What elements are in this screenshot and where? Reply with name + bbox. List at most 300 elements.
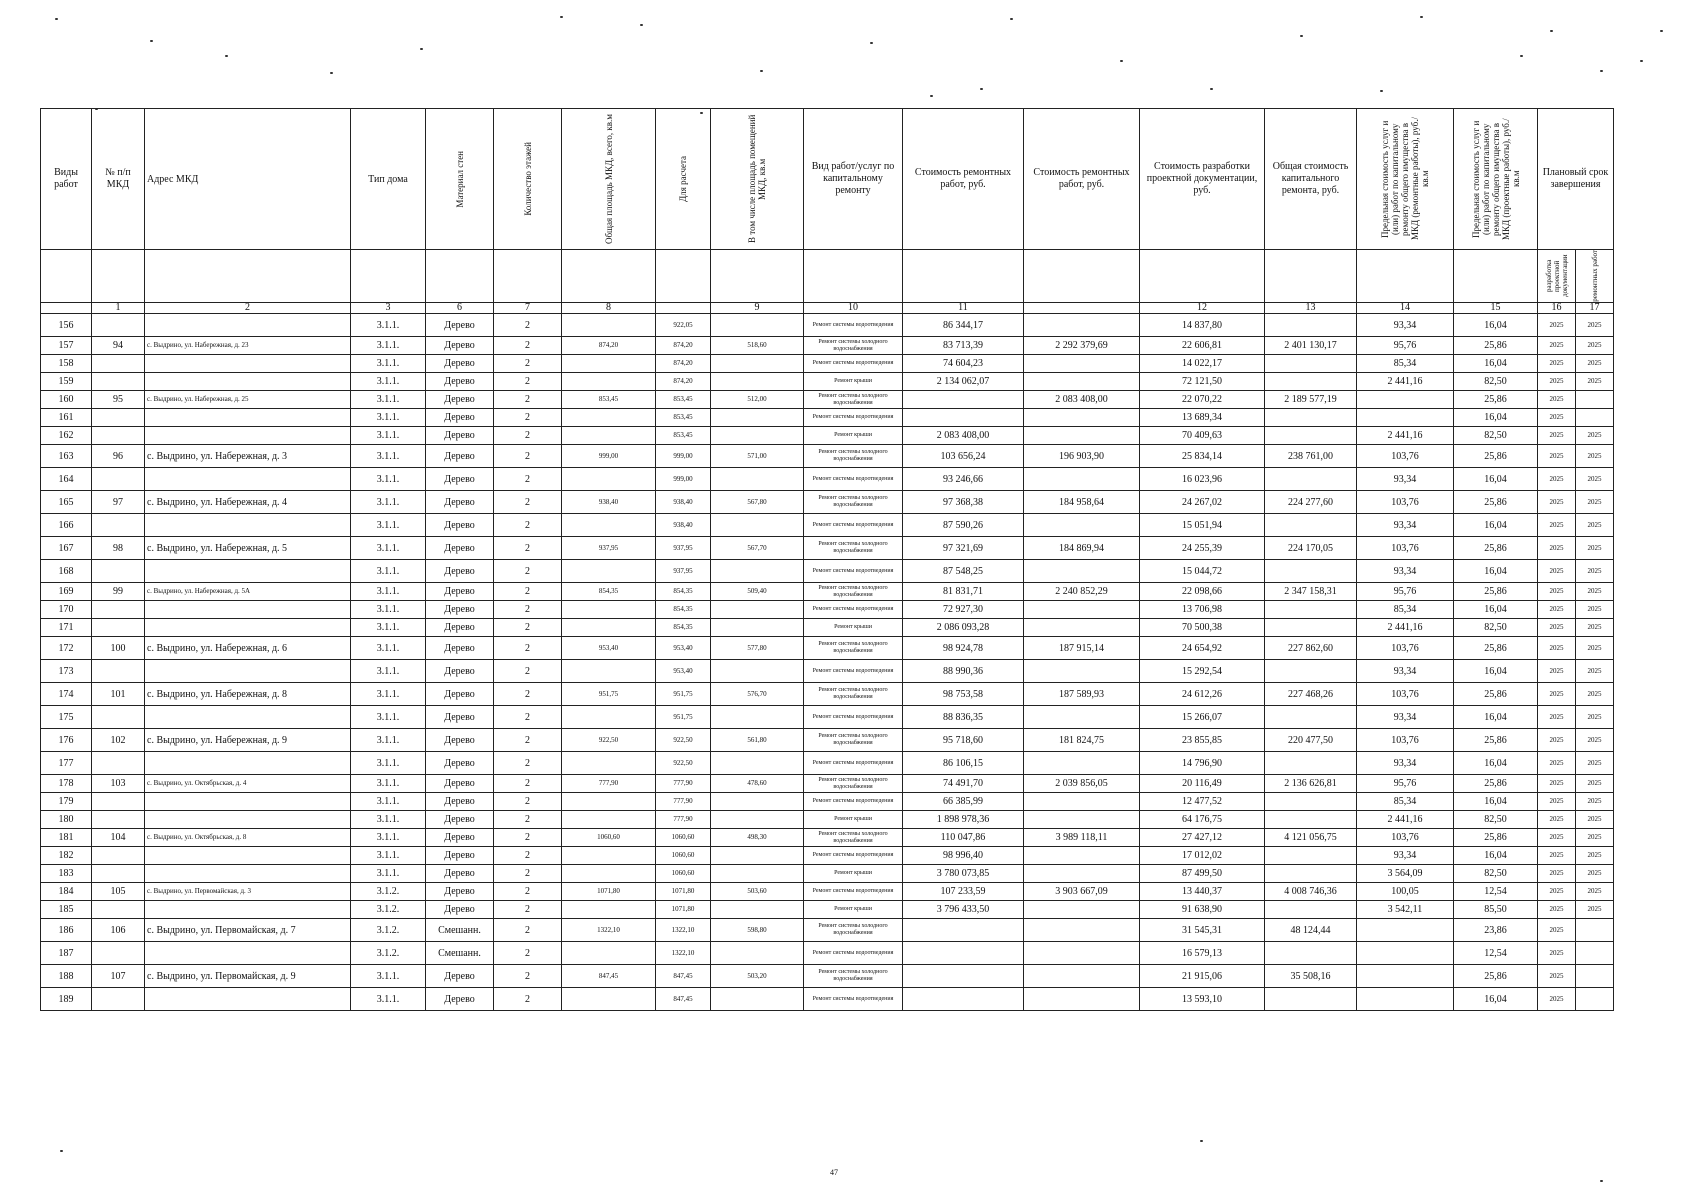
cell-repair-cost-total: 2 039 856,05 (1024, 775, 1140, 793)
cell-design-cost: 27 427,12 (1140, 829, 1265, 847)
cell-plan-repair-year: 2025 (1576, 829, 1614, 847)
cell-calc-area: 847,45 (656, 965, 711, 988)
cell-repair-cost: 81 831,71 (903, 583, 1024, 601)
cell-floors: 2 (494, 637, 562, 660)
column-number: 8 (562, 303, 656, 314)
cell-total-cost (1265, 942, 1357, 965)
table-row (41, 355, 1614, 373)
cell-total-cost (1265, 355, 1357, 373)
cell-limit-repair: 103,76 (1357, 445, 1454, 468)
cell-work-type: Ремонт крыши (804, 373, 903, 391)
column-number: 14 (1357, 303, 1454, 314)
cell-limit-repair: 85,34 (1357, 355, 1454, 373)
cell-repair-cost: 98 924,78 (903, 637, 1024, 660)
cell-limit-design: 25,86 (1454, 445, 1538, 468)
cell-design-cost: 70 500,38 (1140, 619, 1265, 637)
cell-limit-design: 82,50 (1454, 811, 1538, 829)
table-row (41, 752, 1614, 775)
scan-speck (1600, 1180, 1603, 1182)
column-number: 6 (426, 303, 494, 314)
cell-plan-repair-year: 2025 (1576, 514, 1614, 537)
cell-limit-repair: 2 441,16 (1357, 619, 1454, 637)
cell-mkd-number (92, 619, 145, 637)
cell-design-cost: 15 051,94 (1140, 514, 1265, 537)
column-number: 15 (1454, 303, 1538, 314)
cell-living-area (711, 314, 804, 337)
scan-speck (1120, 60, 1123, 62)
cell-address: с. Выдрино, ул. Набережная, д. 5 (145, 537, 351, 560)
cell-address: с. Выдрино, ул. Набережная, д. 23 (145, 337, 351, 355)
cell-limit-repair (1357, 919, 1454, 942)
cell-mkd-number (92, 409, 145, 427)
cell-repair-cost: 83 713,39 (903, 337, 1024, 355)
cell-calc-area: 1322,10 (656, 942, 711, 965)
cell-design-cost: 20 116,49 (1140, 775, 1265, 793)
capital-repair-table (40, 108, 1614, 1011)
cell-row-id: 165 (41, 491, 92, 514)
cell-total-area: 922,50 (562, 729, 656, 752)
cell-limit-repair: 103,76 (1357, 637, 1454, 660)
table-row (41, 637, 1614, 660)
cell-limit-design: 25,86 (1454, 965, 1538, 988)
cell-floors: 2 (494, 683, 562, 706)
cell-plan-repair-year: 2025 (1576, 619, 1614, 637)
cell-mkd-number (92, 942, 145, 965)
cell-calc-area: 999,00 (656, 445, 711, 468)
cell-limit-repair (1357, 409, 1454, 427)
cell-plan-design-year: 2025 (1538, 445, 1576, 468)
column-number (1024, 303, 1140, 314)
cell-limit-repair: 93,34 (1357, 706, 1454, 729)
cell-repair-cost-total: 196 903,90 (1024, 445, 1140, 468)
cell-design-cost: 24 255,39 (1140, 537, 1265, 560)
cell-work-type: Ремонт системы водоотведения (804, 514, 903, 537)
cell-repair-cost-total (1024, 514, 1140, 537)
cell-address (145, 514, 351, 537)
cell-mkd-number (92, 468, 145, 491)
cell-mkd-number (92, 988, 145, 1011)
column-number: 13 (1265, 303, 1357, 314)
cell-wall-material: Дерево (426, 729, 494, 752)
cell-plan-design-year: 2025 (1538, 560, 1576, 583)
cell-design-cost: 13 689,34 (1140, 409, 1265, 427)
cell-plan-repair-year: 2025 (1576, 537, 1614, 560)
cell-repair-cost-total (1024, 865, 1140, 883)
header-plan-design: разработка проектной документации (1538, 250, 1576, 303)
cell-limit-repair: 95,76 (1357, 337, 1454, 355)
cell-house-type: 3.1.1. (351, 601, 426, 619)
cell-design-cost: 13 706,98 (1140, 601, 1265, 619)
cell-limit-design: 16,04 (1454, 514, 1538, 537)
cell-plan-design-year: 2025 (1538, 793, 1576, 811)
cell-work-type: Ремонт системы холодного водоснабжения (804, 919, 903, 942)
cell-work-type: Ремонт крыши (804, 619, 903, 637)
cell-house-type: 3.1.2. (351, 883, 426, 901)
cell-repair-cost: 66 385,99 (903, 793, 1024, 811)
scan-speck (640, 24, 643, 26)
header-total-area: Общая площадь МКД, всего, кв.м (562, 109, 656, 250)
cell-plan-design-year: 2025 (1538, 965, 1576, 988)
cell-wall-material: Дерево (426, 775, 494, 793)
cell-address (145, 409, 351, 427)
cell-total-cost (1265, 988, 1357, 1011)
scan-speck (1660, 30, 1663, 32)
cell-total-area: 853,45 (562, 391, 656, 409)
cell-limit-repair: 3 542,11 (1357, 901, 1454, 919)
cell-address (145, 427, 351, 445)
cell-plan-design-year: 2025 (1538, 637, 1576, 660)
cell-plan-repair-year: 2025 (1576, 601, 1614, 619)
cell-mkd-number (92, 811, 145, 829)
cell-living-area: 567,70 (711, 537, 804, 560)
cell-work-type: Ремонт крыши (804, 865, 903, 883)
cell-design-cost: 16 023,96 (1140, 468, 1265, 491)
cell-row-id: 184 (41, 883, 92, 901)
cell-total-cost (1265, 409, 1357, 427)
cell-mkd-number (92, 901, 145, 919)
cell-total-area (562, 355, 656, 373)
table-row (41, 988, 1614, 1011)
cell-address (145, 373, 351, 391)
cell-plan-design-year: 2025 (1538, 427, 1576, 445)
cell-address (145, 355, 351, 373)
cell-total-cost: 4 121 056,75 (1265, 829, 1357, 847)
scan-speck (1640, 60, 1643, 62)
cell-row-id: 157 (41, 337, 92, 355)
cell-wall-material: Дерево (426, 491, 494, 514)
cell-living-area: 503,20 (711, 965, 804, 988)
cell-house-type: 3.1.1. (351, 637, 426, 660)
cell-living-area (711, 427, 804, 445)
cell-work-type: Ремонт системы водоотведения (804, 793, 903, 811)
cell-total-area (562, 468, 656, 491)
cell-total-area: 951,75 (562, 683, 656, 706)
cell-total-area (562, 847, 656, 865)
cell-mkd-number: 97 (92, 491, 145, 514)
cell-limit-design: 82,50 (1454, 619, 1538, 637)
cell-repair-cost-total (1024, 793, 1140, 811)
cell-mkd-number: 104 (92, 829, 145, 847)
cell-limit-repair (1357, 965, 1454, 988)
cell-total-cost (1265, 793, 1357, 811)
cell-plan-repair-year: 2025 (1576, 373, 1614, 391)
cell-calc-area: 1071,80 (656, 883, 711, 901)
scan-speck (1520, 55, 1523, 57)
cell-repair-cost: 2 134 062,07 (903, 373, 1024, 391)
cell-work-type: Ремонт системы водоотведения (804, 706, 903, 729)
cell-address: с. Выдрино, ул. Набережная, д. 5А (145, 583, 351, 601)
cell-mkd-number: 105 (92, 883, 145, 901)
cell-plan-repair-year: 2025 (1576, 683, 1614, 706)
cell-calc-area: 922,05 (656, 314, 711, 337)
header-house-type: Тип дома (351, 109, 426, 250)
cell-calc-area: 937,95 (656, 560, 711, 583)
cell-house-type: 3.1.1. (351, 793, 426, 811)
cell-calc-area: 953,40 (656, 660, 711, 683)
cell-repair-cost (903, 942, 1024, 965)
scan-speck (60, 1150, 63, 1152)
table-row (41, 775, 1614, 793)
cell-total-area: 938,40 (562, 491, 656, 514)
cell-work-type: Ремонт системы водоотведения (804, 601, 903, 619)
cell-living-area (711, 373, 804, 391)
cell-design-cost: 25 834,14 (1140, 445, 1265, 468)
cell-wall-material: Дерево (426, 637, 494, 660)
cell-floors: 2 (494, 314, 562, 337)
cell-address (145, 619, 351, 637)
scan-speck (1210, 88, 1213, 90)
cell-address (145, 988, 351, 1011)
cell-floors: 2 (494, 752, 562, 775)
cell-plan-design-year: 2025 (1538, 619, 1576, 637)
header-repair-cost: Стоимость ремонтных работ, руб. (903, 109, 1024, 250)
cell-total-area (562, 409, 656, 427)
cell-mkd-number (92, 560, 145, 583)
cell-total-cost: 220 477,50 (1265, 729, 1357, 752)
cell-house-type: 3.1.1. (351, 373, 426, 391)
cell-living-area: 498,30 (711, 829, 804, 847)
cell-floors: 2 (494, 729, 562, 752)
cell-floors: 2 (494, 373, 562, 391)
cell-wall-material: Дерево (426, 865, 494, 883)
cell-total-cost: 4 008 746,36 (1265, 883, 1357, 901)
cell-floors: 2 (494, 337, 562, 355)
cell-calc-area: 853,45 (656, 409, 711, 427)
cell-calc-area: 777,90 (656, 793, 711, 811)
cell-wall-material: Дерево (426, 314, 494, 337)
table-row (41, 706, 1614, 729)
cell-plan-design-year: 2025 (1538, 391, 1576, 409)
cell-address: с. Выдрино, ул. Первомайская, д. 7 (145, 919, 351, 942)
cell-plan-design-year: 2025 (1538, 865, 1576, 883)
cell-house-type: 3.1.1. (351, 660, 426, 683)
cell-calc-area: 922,50 (656, 752, 711, 775)
cell-wall-material: Дерево (426, 793, 494, 811)
cell-repair-cost-total (1024, 373, 1140, 391)
cell-plan-repair-year: 2025 (1576, 706, 1614, 729)
cell-living-area (711, 560, 804, 583)
cell-plan-design-year: 2025 (1538, 514, 1576, 537)
table-row (41, 468, 1614, 491)
cell-house-type: 3.1.1. (351, 706, 426, 729)
cell-total-cost (1265, 865, 1357, 883)
cell-work-type: Ремонт системы водоотведения (804, 355, 903, 373)
cell-row-id: 158 (41, 355, 92, 373)
cell-wall-material: Дерево (426, 988, 494, 1011)
cell-wall-material: Дерево (426, 829, 494, 847)
cell-floors: 2 (494, 829, 562, 847)
cell-plan-repair-year: 2025 (1576, 427, 1614, 445)
cell-wall-material: Дерево (426, 619, 494, 637)
column-number: 3 (351, 303, 426, 314)
cell-work-type: Ремонт системы холодного водоснабжения (804, 491, 903, 514)
cell-repair-cost-total (1024, 752, 1140, 775)
cell-limit-design: 25,86 (1454, 729, 1538, 752)
cell-plan-design-year: 2025 (1538, 811, 1576, 829)
cell-calc-area: 854,35 (656, 619, 711, 637)
cell-calc-area: 874,20 (656, 337, 711, 355)
cell-house-type: 3.1.1. (351, 865, 426, 883)
cell-row-id: 174 (41, 683, 92, 706)
cell-total-cost: 224 277,60 (1265, 491, 1357, 514)
scan-speck (150, 40, 153, 42)
scan-speck (1010, 18, 1013, 20)
cell-plan-design-year: 2025 (1538, 491, 1576, 514)
cell-total-cost (1265, 847, 1357, 865)
cell-total-area (562, 601, 656, 619)
cell-limit-design: 82,50 (1454, 427, 1538, 445)
header-total-cost: Общая стоимость капитального ремонта, руб. (1265, 109, 1357, 250)
cell-plan-design-year: 2025 (1538, 847, 1576, 865)
cell-repair-cost: 88 836,35 (903, 706, 1024, 729)
cell-wall-material: Дерево (426, 965, 494, 988)
table-row (41, 793, 1614, 811)
cell-design-cost: 15 266,07 (1140, 706, 1265, 729)
cell-house-type: 3.1.1. (351, 355, 426, 373)
cell-wall-material: Смешанн. (426, 919, 494, 942)
cell-address: с. Выдрино, ул. Октябрьская, д. 4 (145, 775, 351, 793)
cell-design-cost: 13 440,37 (1140, 883, 1265, 901)
cell-limit-design: 16,04 (1454, 314, 1538, 337)
cell-plan-repair-year: 2025 (1576, 883, 1614, 901)
cell-address (145, 706, 351, 729)
header-design-cost: Стоимость разработки проектной документации, руб. (1140, 109, 1265, 250)
cell-limit-repair: 103,76 (1357, 729, 1454, 752)
cell-limit-design: 25,86 (1454, 337, 1538, 355)
cell-house-type: 3.1.1. (351, 988, 426, 1011)
header-floors: Количество этажей (494, 109, 562, 250)
cell-repair-cost: 86 106,15 (903, 752, 1024, 775)
scan-speck (870, 42, 873, 44)
cell-work-type: Ремонт системы водоотведения (804, 409, 903, 427)
cell-living-area (711, 811, 804, 829)
cell-row-id: 176 (41, 729, 92, 752)
cell-repair-cost (903, 409, 1024, 427)
cell-limit-design: 12,54 (1454, 942, 1538, 965)
table-body (41, 314, 1614, 1011)
cell-limit-design: 16,04 (1454, 752, 1538, 775)
cell-living-area (711, 468, 804, 491)
header-limit-design: Предельная стоимость услуг и (или) работ по капитальному ремонту общего имущества в МКД (проектные работы), руб./кв.м (1454, 109, 1538, 250)
cell-calc-area: 1060,60 (656, 865, 711, 883)
cell-repair-cost-total: 184 869,94 (1024, 537, 1140, 560)
cell-house-type: 3.1.1. (351, 314, 426, 337)
cell-work-type: Ремонт крыши (804, 901, 903, 919)
cell-design-cost: 22 070,22 (1140, 391, 1265, 409)
cell-living-area (711, 514, 804, 537)
cell-design-cost: 15 292,54 (1140, 660, 1265, 683)
cell-work-type: Ремонт системы холодного водоснабжения (804, 729, 903, 752)
cell-house-type: 3.1.1. (351, 729, 426, 752)
cell-calc-area: 951,75 (656, 683, 711, 706)
cell-row-id: 167 (41, 537, 92, 560)
cell-wall-material: Дерево (426, 468, 494, 491)
cell-wall-material: Дерево (426, 706, 494, 729)
cell-calc-area: 1071,80 (656, 901, 711, 919)
cell-wall-material: Дерево (426, 660, 494, 683)
cell-calc-area: 938,40 (656, 514, 711, 537)
cell-plan-repair-year: 2025 (1576, 468, 1614, 491)
cell-living-area: 598,80 (711, 919, 804, 942)
cell-mkd-number: 94 (92, 337, 145, 355)
cell-work-type: Ремонт системы холодного водоснабжения (804, 391, 903, 409)
table-row (41, 491, 1614, 514)
cell-house-type: 3.1.1. (351, 965, 426, 988)
cell-design-cost: 12 477,52 (1140, 793, 1265, 811)
cell-design-cost: 91 638,90 (1140, 901, 1265, 919)
cell-mkd-number: 96 (92, 445, 145, 468)
cell-calc-area: 937,95 (656, 537, 711, 560)
cell-address (145, 468, 351, 491)
cell-floors: 2 (494, 883, 562, 901)
cell-row-id: 180 (41, 811, 92, 829)
cell-floors: 2 (494, 965, 562, 988)
cell-total-cost: 2 401 130,17 (1265, 337, 1357, 355)
cell-repair-cost-total: 187 915,14 (1024, 637, 1140, 660)
table-row (41, 583, 1614, 601)
cell-plan-repair-year: 2025 (1576, 491, 1614, 514)
cell-mkd-number: 95 (92, 391, 145, 409)
cell-repair-cost-total: 3 903 667,09 (1024, 883, 1140, 901)
cell-total-cost: 48 124,44 (1265, 919, 1357, 942)
cell-work-type: Ремонт крыши (804, 427, 903, 445)
table-row (41, 337, 1614, 355)
cell-repair-cost-total (1024, 988, 1140, 1011)
cell-total-area: 874,20 (562, 337, 656, 355)
table-row (41, 427, 1614, 445)
cell-design-cost: 24 612,26 (1140, 683, 1265, 706)
cell-plan-design-year: 2025 (1538, 752, 1576, 775)
cell-floors: 2 (494, 468, 562, 491)
cell-address (145, 901, 351, 919)
cell-floors: 2 (494, 427, 562, 445)
page-number: 47 (830, 1168, 838, 1177)
cell-repair-cost-total (1024, 706, 1140, 729)
cell-total-cost (1265, 601, 1357, 619)
cell-plan-design-year: 2025 (1538, 775, 1576, 793)
cell-mkd-number: 98 (92, 537, 145, 560)
cell-total-area: 854,35 (562, 583, 656, 601)
cell-total-cost (1265, 314, 1357, 337)
cell-address: с. Выдрино, ул. Набережная, д. 25 (145, 391, 351, 409)
cell-plan-repair-year: 2025 (1576, 901, 1614, 919)
scan-speck (225, 55, 228, 57)
cell-repair-cost-total (1024, 847, 1140, 865)
cell-mkd-number (92, 793, 145, 811)
cell-work-type: Ремонт системы водоотведения (804, 847, 903, 865)
cell-wall-material: Дерево (426, 601, 494, 619)
cell-repair-cost-total (1024, 314, 1140, 337)
cell-total-area (562, 560, 656, 583)
cell-plan-repair-year (1576, 965, 1614, 988)
cell-limit-repair: 85,34 (1357, 793, 1454, 811)
cell-design-cost: 22 098,66 (1140, 583, 1265, 601)
cell-floors: 2 (494, 583, 562, 601)
cell-house-type: 3.1.1. (351, 514, 426, 537)
cell-plan-repair-year: 2025 (1576, 847, 1614, 865)
cell-floors: 2 (494, 537, 562, 560)
cell-total-cost: 35 508,16 (1265, 965, 1357, 988)
cell-house-type: 3.1.1. (351, 829, 426, 847)
cell-address (145, 942, 351, 965)
cell-total-cost (1265, 468, 1357, 491)
cell-living-area (711, 355, 804, 373)
cell-floors: 2 (494, 560, 562, 583)
cell-plan-repair-year (1576, 409, 1614, 427)
cell-living-area: 577,80 (711, 637, 804, 660)
cell-row-id: 163 (41, 445, 92, 468)
cell-work-type: Ремонт системы водоотведения (804, 660, 903, 683)
